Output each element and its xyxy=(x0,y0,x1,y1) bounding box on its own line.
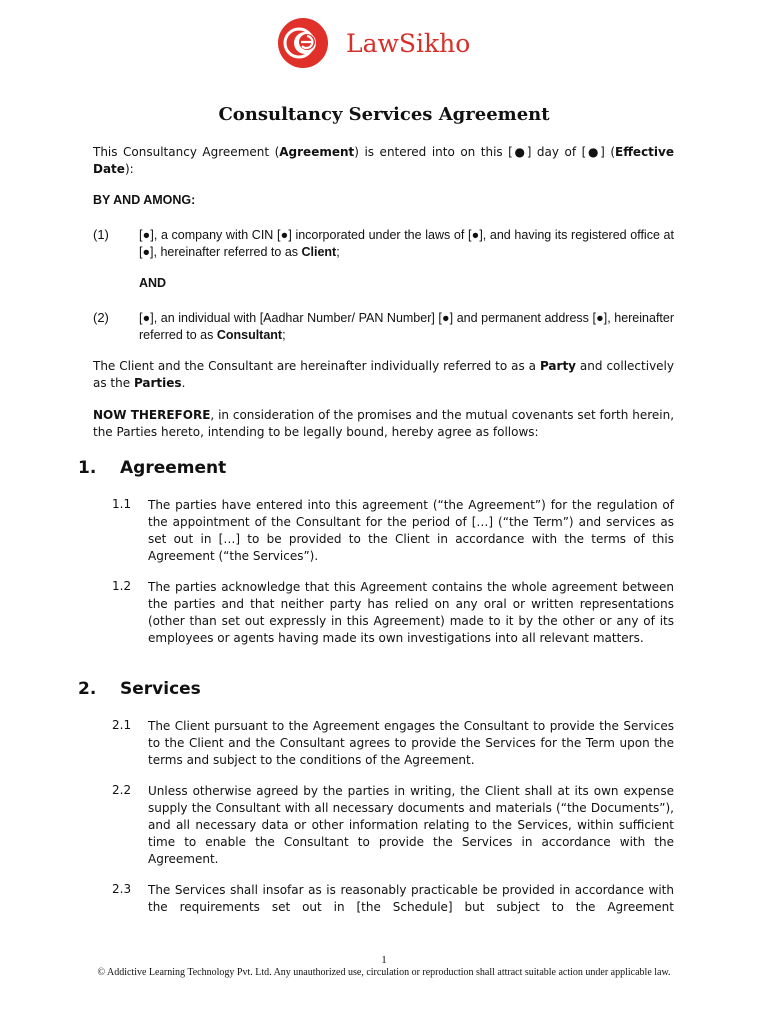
by-and-among-heading: BY AND AMONG: xyxy=(93,193,196,207)
section-2-title: Services xyxy=(120,679,201,699)
clause-1-1-number: 1.1 xyxy=(112,497,132,511)
clause-2-1-text: The Client pursuant to the Agreement engages the Consultant to provide the Services to the Client and the Consultant agrees to provide the Services for the Term upon the terms and subject to the conditions of the Agreement. xyxy=(148,719,674,767)
party-1-number: (1) xyxy=(93,227,109,242)
document-title: Consultancy Services Agreement xyxy=(218,104,550,125)
clause-2-3-text: The Services shall insofar as is reasonably practicable be provided in accordance with the requirements set out in [the Schedule] but subject to the Agreement xyxy=(148,883,674,914)
lawsikho-logo xyxy=(278,18,470,68)
clause-2-2-number: 2.2 xyxy=(112,783,132,797)
clause-1-2-text: The parties acknowledge that this Agreement contains the whole agreement between the parties and that neither party has relied on any oral or written representations (other than set out expressly in this Agreement) made to it by the other or any of its employees or agents having made its own investigations into all relevant matters. xyxy=(148,580,674,645)
party-2-text: [●], an individual with [Aadhar Number/ PAN Number] [●] and permanent address [●], hereinafter referred to as Consultant; xyxy=(139,311,674,342)
clause-2-2-text: Unless otherwise agreed by the parties in writing, the Client shall at its own expense supply the Consultant with all necessary documents and materials (“the Documents”), and all necessary data or other information relating to the Services, within sufficient time to enable the Consultant to provide the Services in accordance with the Agreement. xyxy=(148,784,674,866)
page-number: 1 xyxy=(381,954,387,966)
and-separator: AND xyxy=(139,276,167,290)
section-2-number: 2. xyxy=(78,679,97,699)
clause-2-1-number: 2.1 xyxy=(112,718,132,732)
lawsikho-logo-icon xyxy=(278,18,328,68)
party-2-number: (2) xyxy=(93,310,109,325)
section-1-number: 1. xyxy=(78,458,97,478)
now-therefore-paragraph: NOW THEREFORE, in consideration of the promises and the mutual covenants set forth herein, the Parties hereto, intending to be legally bound, hereby agree as follows: xyxy=(93,408,675,439)
brand-name: LawSikho xyxy=(346,28,471,58)
party-1-text: [●], a company with CIN [●] incorporated under the laws of [●], and having its registered office at [●], hereinafter referred to as Client; xyxy=(139,228,674,259)
parties-definition-paragraph: The Client and the Consultant are hereinafter individually referred to as a Party and collectively as the Parties. xyxy=(93,359,674,390)
clause-2-3-number: 2.3 xyxy=(112,882,132,896)
clause-1-1-text: The parties have entered into this agreement (“the Agreement”) for the regulation of the appointment of the Consultant for the period of […] (“the Term”) and services as set out in […] to be provided to the Client in accordance with the terms of this Agreement (“the Services”). xyxy=(148,498,674,563)
section-1-title: Agreement xyxy=(120,458,227,478)
intro-paragraph: This Consultancy Agreement (Agreement) is entered into on this [●] day of [●] (Effective Date): xyxy=(93,145,674,176)
clause-1-2-number: 1.2 xyxy=(112,579,132,593)
copyright-footer: © Addictive Learning Technology Pvt. Ltd. Any unauthorized use, circulation or reproduction shall attract suitable action under applicable law. xyxy=(97,967,671,978)
